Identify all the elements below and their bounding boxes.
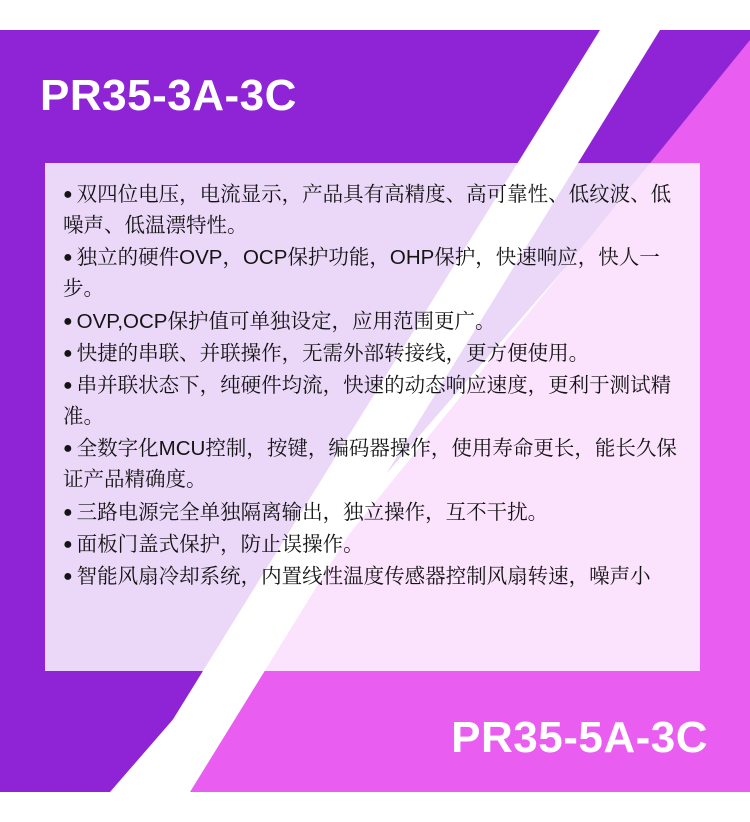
product-model-title-top: PR35-3A-3C	[40, 71, 297, 120]
list-item	[63, 497, 686, 528]
bullet-icon: ●	[63, 312, 73, 330]
bullet-icon: ●	[63, 440, 73, 458]
list-item	[63, 338, 686, 369]
bullet-icon: ●	[63, 503, 73, 521]
list-item	[63, 433, 686, 495]
list-item-text: 全数字化MCU控制，按键，编码器操作，使用寿命更长，能长久保证产品精确度。	[63, 437, 677, 492]
bullet-icon: ●	[63, 186, 73, 203]
list-item-text: 双四位电压，电流显示，产品具有高精度、高可靠性、低纹波、低噪声、低温漂特性。	[63, 183, 672, 238]
feature-list	[45, 163, 700, 603]
list-item-text: OVP,OCP保护值可单独设定，应用范围更广。	[76, 309, 496, 333]
list-item	[63, 370, 686, 432]
list-item	[63, 561, 686, 592]
list-item	[63, 179, 686, 241]
list-item	[63, 529, 686, 560]
bullet-icon: ●	[63, 567, 73, 585]
list-item-text: 三路电源完全单独隔离输出，独立操作，互不干扰。	[76, 500, 549, 524]
list-item	[63, 242, 686, 304]
list-item-text: 独立的硬件OVP，OCP保护功能，OHP保护，快速响应，快人一步。	[63, 246, 660, 301]
list-item-text: 串并联状态下，纯硬件均流，快速的动态响应速度，更利于测试精准。	[63, 373, 672, 429]
bullet-icon: ●	[63, 535, 73, 553]
list-item	[63, 306, 686, 337]
product-model-title-bottom: PR35-5A-3C	[451, 712, 708, 762]
list-item-text: 面板门盖式保护，防止误操作。	[76, 532, 364, 556]
feature-list-panel	[45, 163, 700, 671]
list-item-text: 快捷的串联、并联操作，无需外部转接线，更方便使用。	[76, 341, 590, 365]
bullet-icon: ●	[63, 249, 73, 267]
list-item-text: 智能风扇冷却系统，内置线性温度传感器控制风扇转速，噪声小	[76, 564, 651, 588]
bullet-icon: ●	[63, 376, 73, 394]
bullet-icon: ●	[63, 344, 73, 362]
